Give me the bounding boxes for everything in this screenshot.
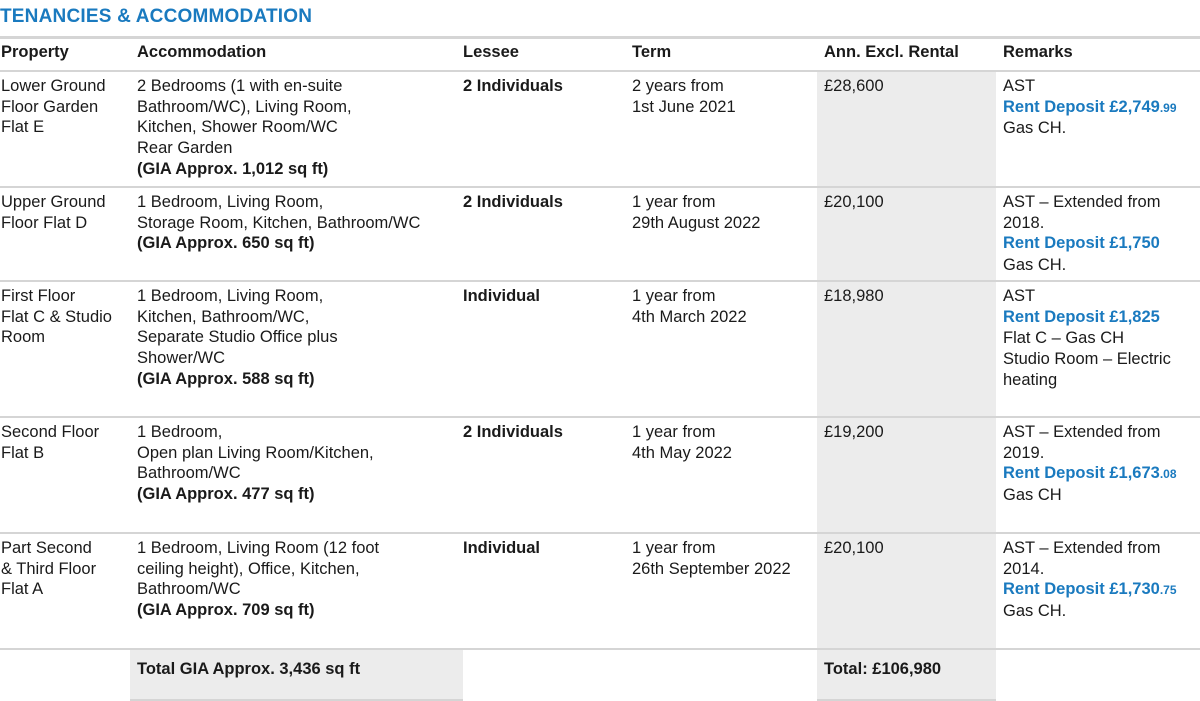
property-line: Flat C & Studio xyxy=(1,307,112,326)
term-line: 4th May 2022 xyxy=(632,443,732,462)
term-line: 29th August 2022 xyxy=(632,213,761,232)
remarks-line: AST xyxy=(1003,77,1036,95)
header-remarks: Remarks xyxy=(996,39,1200,71)
accommodation-line: Rear Garden xyxy=(137,139,233,158)
remarks-cell xyxy=(996,71,1200,187)
term-cell xyxy=(630,187,817,281)
rental-cell: £20,100 xyxy=(817,533,996,649)
rent-deposit-pence: .99 xyxy=(1159,100,1177,115)
term-cell xyxy=(630,533,817,649)
property-line: First Floor xyxy=(1,287,76,305)
rent-deposit xyxy=(1003,97,1200,119)
remarks-cell xyxy=(996,281,1200,417)
property-line: Flat B xyxy=(1,443,45,462)
remarks-cell xyxy=(996,417,1200,533)
term-line: 1 year from xyxy=(632,193,716,211)
table-row xyxy=(0,417,1200,533)
tenancy-table xyxy=(0,39,1200,701)
table-header-row xyxy=(0,39,1200,71)
property-cell xyxy=(0,533,130,649)
rent-deposit-amount: Rent Deposit £1,673 xyxy=(1003,464,1160,483)
accommodation-line: Storage Room, Kitchen, Bathroom/WC xyxy=(137,213,421,232)
rent-deposit-pence: .75 xyxy=(1159,583,1177,598)
remarks-line: Studio Room – Electric xyxy=(1003,350,1171,369)
remarks-line: AST – Extended from xyxy=(1003,193,1161,211)
accommodation-line: 1 Bedroom, Living Room, xyxy=(137,193,324,211)
remarks-line: 2019. xyxy=(1003,443,1045,462)
total-rental: Total: £106,980 xyxy=(817,649,996,700)
rent-deposit xyxy=(1003,307,1200,329)
property-line: Part Second xyxy=(1,539,92,557)
rental-cell: £20,100 xyxy=(817,187,996,281)
term-line: 1st June 2021 xyxy=(632,97,736,116)
rent-deposit-amount: Rent Deposit £2,749 xyxy=(1003,97,1160,116)
lessee-cell: 2 Individuals xyxy=(463,187,630,281)
accommodation-line: 1 Bedroom, Living Room, xyxy=(137,287,324,305)
term-line: 1 year from xyxy=(632,539,716,557)
accommodation-cell xyxy=(130,533,463,649)
term-line: 1 year from xyxy=(632,423,716,441)
totals-row xyxy=(0,649,1200,700)
lessee-cell: Individual xyxy=(463,533,630,649)
remarks-line: 2014. xyxy=(1003,559,1045,578)
accommodation-line: Bathroom/WC xyxy=(137,580,241,599)
section-title: TENANCIES & ACCOMMODATION xyxy=(0,6,313,27)
property-line: Lower Ground xyxy=(1,77,106,95)
term-cell xyxy=(630,417,817,533)
lessee-cell: 2 Individuals xyxy=(463,417,630,533)
rental-cell: £19,200 xyxy=(817,417,996,533)
term-line: 4th March 2022 xyxy=(632,307,747,326)
property-line: Room xyxy=(1,328,46,347)
term-cell xyxy=(630,71,817,187)
accommodation-line: 1 Bedroom, xyxy=(137,423,223,441)
accommodation-line: Kitchen, Shower Room/WC xyxy=(137,118,338,137)
rent-deposit xyxy=(1003,233,1200,255)
remarks-line: AST – Extended from xyxy=(1003,539,1161,557)
remarks-cell xyxy=(996,533,1200,649)
remarks-cell xyxy=(996,187,1200,281)
term-line: 1 year from xyxy=(632,287,716,305)
accommodation-line: ceiling height), Office, Kitchen, xyxy=(137,559,360,578)
property-cell xyxy=(0,187,130,281)
rental-cell: £18,980 xyxy=(817,281,996,417)
accommodation-line: 1 Bedroom, Living Room (12 foot xyxy=(137,539,380,557)
remarks-line: Gas CH. xyxy=(1003,119,1067,138)
property-line: Floor Flat D xyxy=(1,213,88,232)
header-lessee: Lessee xyxy=(463,39,630,71)
gia-area: (GIA Approx. 1,012 sq ft) xyxy=(137,159,329,178)
table-row xyxy=(0,71,1200,187)
accommodation-cell xyxy=(130,187,463,281)
rent-deposit xyxy=(1003,579,1200,601)
property-cell xyxy=(0,71,130,187)
header-accommodation: Accommodation xyxy=(130,39,463,71)
property-line: & Third Floor xyxy=(1,559,97,578)
remarks-line: Gas CH xyxy=(1003,486,1062,505)
lessee-cell: 2 Individuals xyxy=(463,71,630,187)
property-cell xyxy=(0,417,130,533)
rent-deposit-amount: Rent Deposit £1,730 xyxy=(1003,580,1160,599)
header-rental: Ann. Excl. Rental xyxy=(817,39,996,71)
accommodation-line: Kitchen, Bathroom/WC, xyxy=(137,307,310,326)
accommodation-line: Bathroom/WC xyxy=(137,464,241,483)
accommodation-cell xyxy=(130,417,463,533)
accommodation-cell xyxy=(130,281,463,417)
rent-deposit xyxy=(1003,463,1200,485)
table-row xyxy=(0,281,1200,417)
header-term: Term xyxy=(630,39,817,71)
rent-deposit-pence: .08 xyxy=(1159,467,1177,482)
accommodation-cell xyxy=(130,71,463,187)
table-row xyxy=(0,187,1200,281)
accommodation-line: Bathroom/WC), Living Room, xyxy=(137,97,352,116)
property-line: Flat E xyxy=(1,118,45,137)
property-line: Second Floor xyxy=(1,423,100,441)
lessee-cell: Individual xyxy=(463,281,630,417)
rental-cell: £28,600 xyxy=(817,71,996,187)
total-gia: Total GIA Approx. 3,436 sq ft xyxy=(130,649,463,700)
remarks-line: AST xyxy=(1003,287,1036,305)
property-cell xyxy=(0,281,130,417)
header-property: Property xyxy=(0,39,130,71)
remarks-line: Gas CH. xyxy=(1003,602,1067,621)
remarks-line: 2018. xyxy=(1003,213,1045,232)
remarks-line: heating xyxy=(1003,370,1058,389)
gia-area: (GIA Approx. 588 sq ft) xyxy=(137,369,315,388)
table-row xyxy=(0,533,1200,649)
remarks-line: Gas CH. xyxy=(1003,256,1067,275)
rent-deposit-amount: Rent Deposit £1,750 xyxy=(1003,234,1160,253)
term-cell xyxy=(630,281,817,417)
accommodation-line: Open plan Living Room/Kitchen, xyxy=(137,443,374,462)
accommodation-line: Shower/WC xyxy=(137,349,226,368)
property-line: Floor Garden xyxy=(1,97,99,116)
property-line: Upper Ground xyxy=(1,193,106,211)
property-line: Flat A xyxy=(1,580,44,599)
gia-area: (GIA Approx. 650 sq ft) xyxy=(137,234,315,253)
remarks-line: AST – Extended from xyxy=(1003,423,1161,441)
accommodation-line: Separate Studio Office plus xyxy=(137,328,338,347)
gia-area: (GIA Approx. 709 sq ft) xyxy=(137,601,315,620)
remarks-line: Flat C – Gas CH xyxy=(1003,329,1125,348)
term-line: 2 years from xyxy=(632,77,724,95)
gia-area: (GIA Approx. 477 sq ft) xyxy=(137,485,315,504)
accommodation-line: 2 Bedrooms (1 with en-suite xyxy=(137,77,343,95)
rent-deposit-amount: Rent Deposit £1,825 xyxy=(1003,307,1160,326)
term-line: 26th September 2022 xyxy=(632,559,791,578)
